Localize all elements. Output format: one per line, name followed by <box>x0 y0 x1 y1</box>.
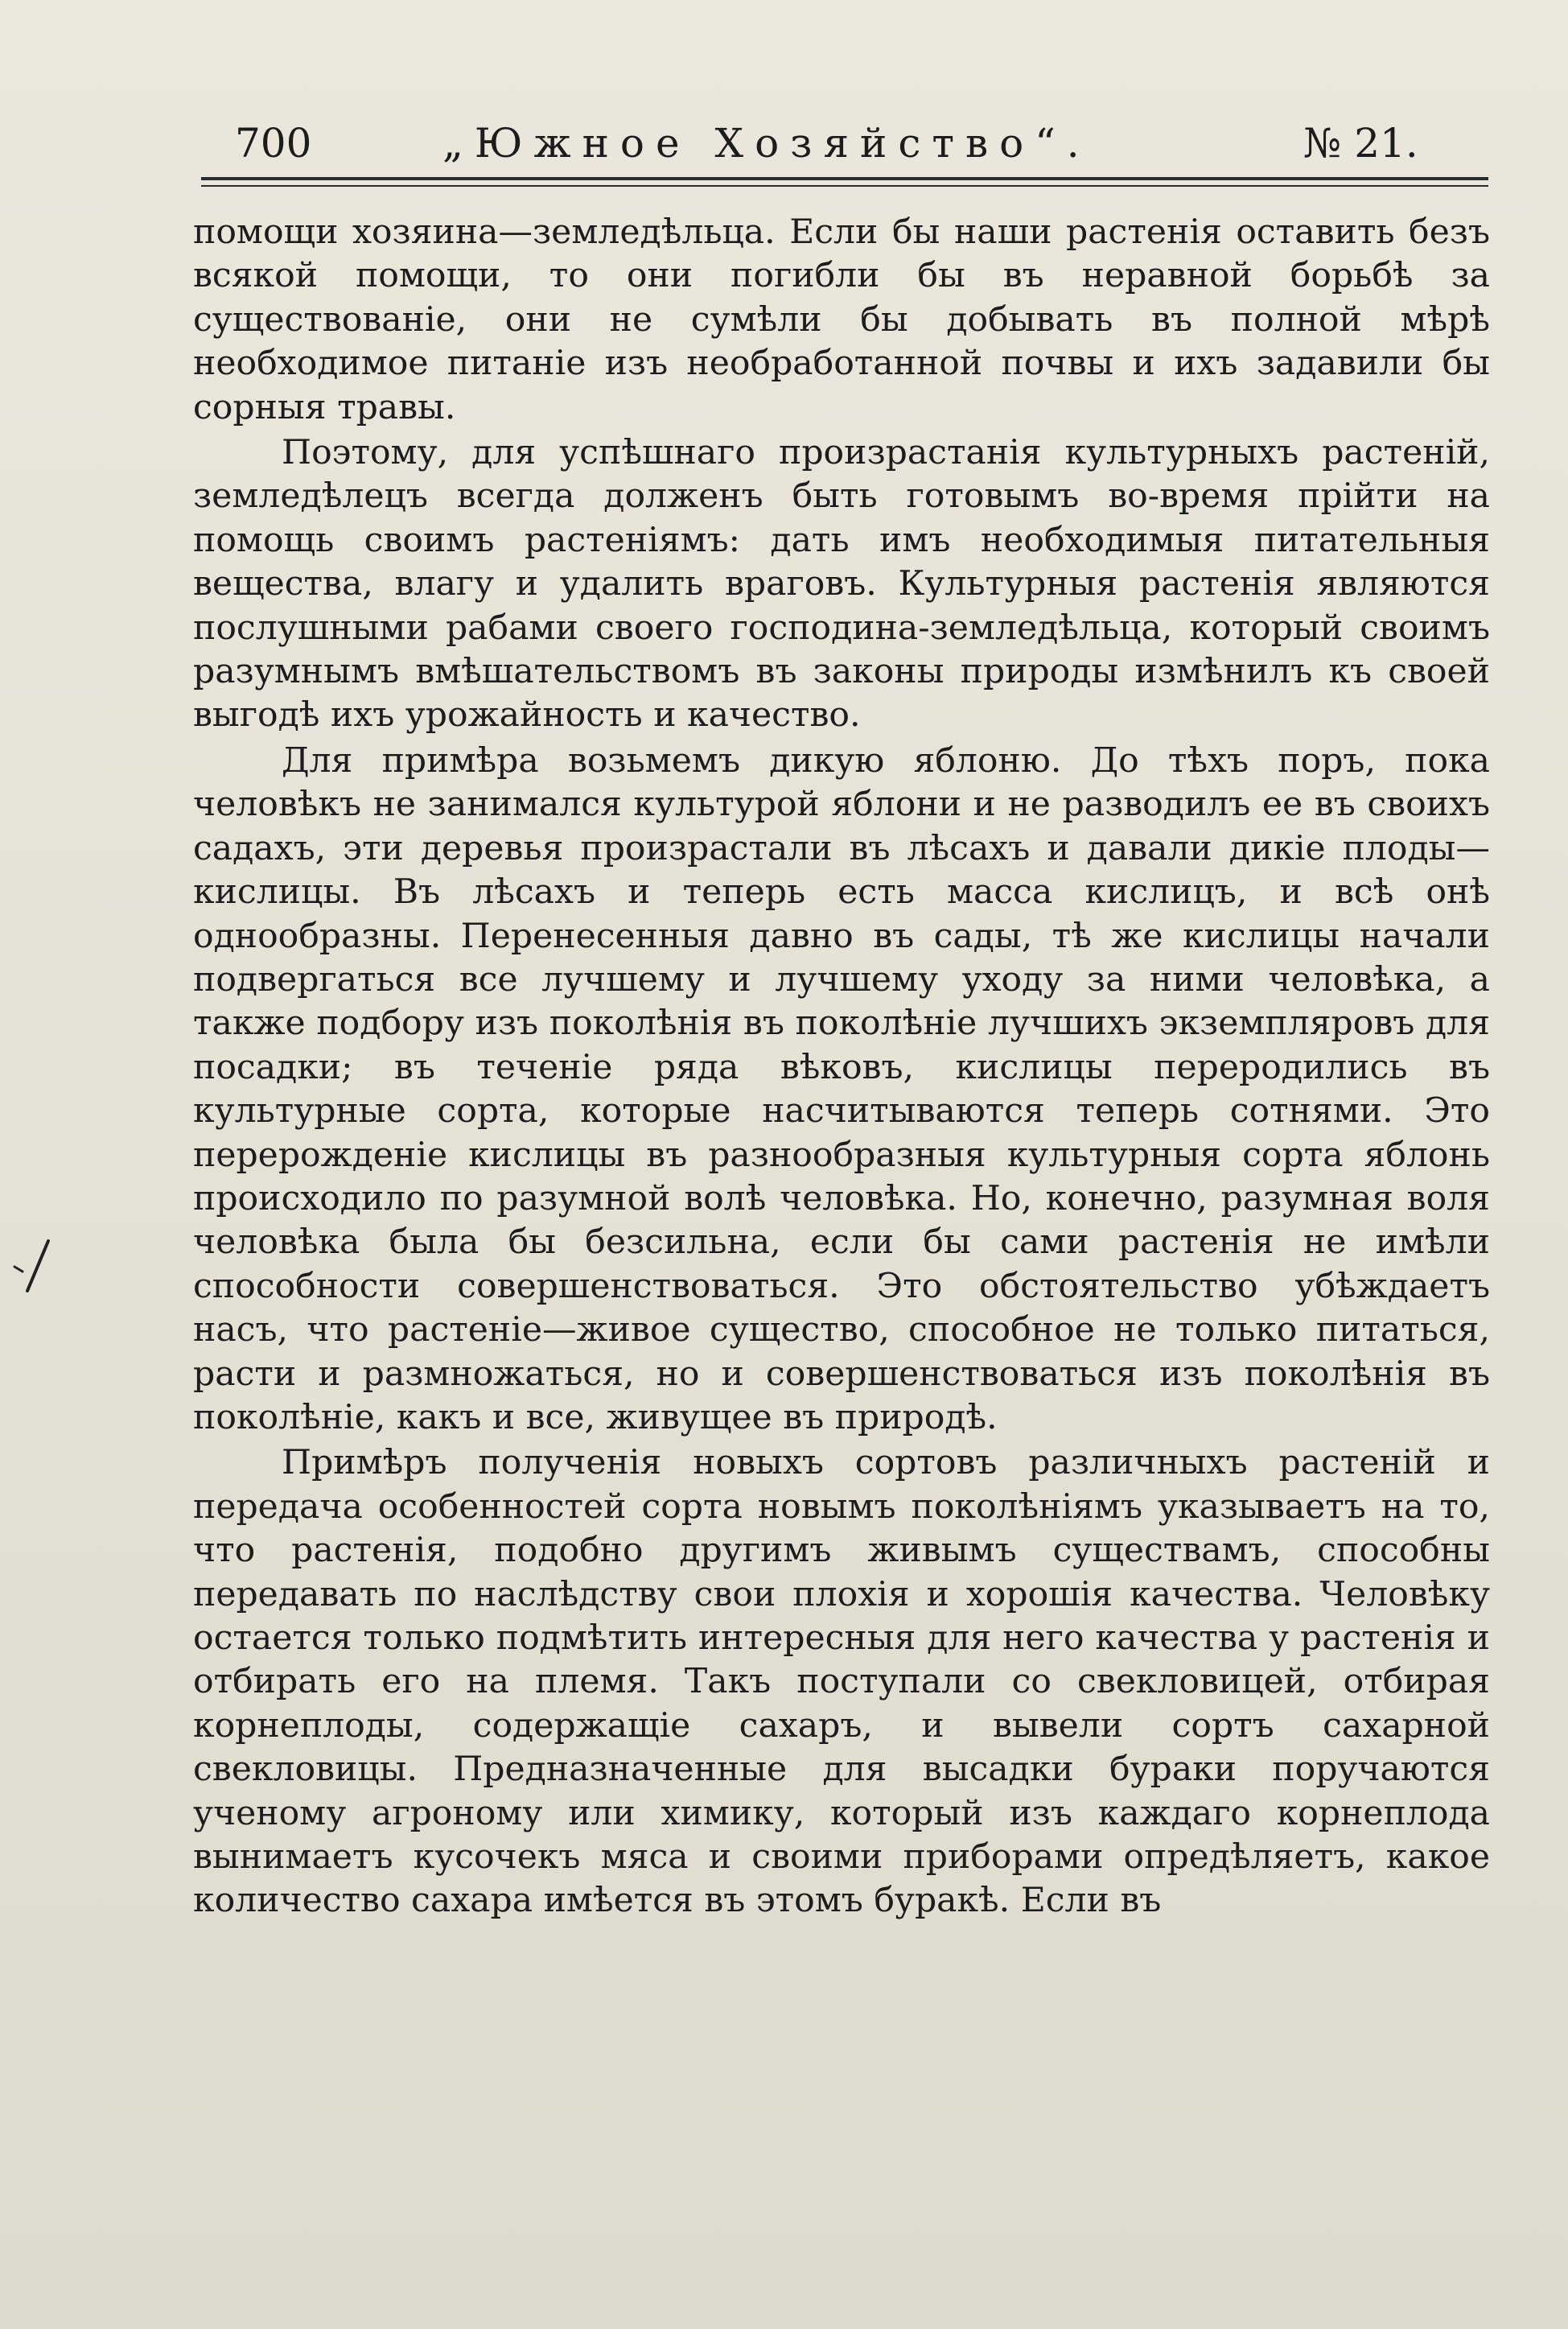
running-header <box>201 111 1488 175</box>
article-body <box>193 211 1490 1923</box>
paragraph-3: Для примѣра возьмемъ дикую яблоню. До тѣхъ поръ, пока человѣкъ не занимался культурой яблони и не разводилъ ее въ своихъ садахъ, эти деревья произрастали въ лѣсахъ и давали дикіе плоды—кислицы. Въ лѣсахъ и теперь есть масса кислицъ, и всѣ онѣ однообразны. Перенесенныя давно въ сады, тѣ же кислицы начали подвергаться все лучшему и лучшему уходу за ними человѣка, а также подбору изъ поколѣнія въ поколѣніе лучшихъ экземпляровъ для посадки; въ теченіе ряда вѣковъ, кислицы переродились въ культурные сорта, которые насчитываются теперь сотнями. Это перерожденіе кислицы въ разнообразныя культурныя сорта яблонь происходило по разумной волѣ человѣка. Но, конечно, разумная воля человѣка была бы безсильна, если бы сами растенія не имѣли способности совершенствоваться. Это обстоятельство убѣждаетъ насъ, что растеніе—живое существо, способное не только питаться, расти и размножаться, но и совершенствоваться изъ поколѣнія въ поколѣніе, какъ и все, живущее въ природѣ. <box>193 740 1490 1437</box>
header-rule-thin <box>201 185 1488 187</box>
paragraph-2: Поэтому, для успѣшнаго произрастанія культурныхъ растеній, земледѣлецъ всегда долженъ быть готовымъ во-время прійти на помощь своимъ растеніямъ: дать имъ необходимыя питательныя вещества, влагу и удалить враговъ. Культурныя растенія являются послушными рабами своего господина-земледѣльца, который своимъ разумнымъ вмѣшательствомъ въ законы природы измѣнилъ къ своей выгодѣ ихъ урожайность и качество. <box>193 433 1490 736</box>
journal-title: „Южное Хозяйство“. <box>442 120 1091 167</box>
page-number: 700 <box>235 120 312 167</box>
issue-number: № 21. <box>1303 120 1418 167</box>
header-rule-thick <box>201 177 1488 180</box>
paragraph-1: помощи хозяина—земледѣльца. Если бы наши растенія оставить безъ всякой помощи, то они погибли бы въ неравной борьбѣ за существованіе, они не сумѣли бы добывать въ полной мѣрѣ необходимое питаніе изъ необработанной почвы и ихъ задавили бы сорныя травы. <box>193 212 1490 427</box>
paragraph-4: Примѣръ полученія новыхъ сортовъ различныхъ растеній и передача особенностей сорта новымъ поколѣніямъ указываетъ на то, что растенія, подобно другимъ живымъ существамъ, способны передавать по наслѣдству свои плохія и хорошія качества. Человѣку остается только подмѣтить интересныя для него качества у растенія и отбирать его на племя. Такъ поступали со свекловицей, отбирая корнеплоды, содержащіе сахаръ, и вывели сортъ сахарной свекловицы. Предназначенные для высадки бураки поручаются ученому агроному или химику, который изъ каждаго корнеплода вынимаетъ кусочекъ мяса и своими приборами опредѣляетъ, какое количество сахара имѣется въ этомъ буракѣ. Если въ <box>193 1443 1490 1921</box>
pencil-margin-mark <box>11 1231 60 1296</box>
